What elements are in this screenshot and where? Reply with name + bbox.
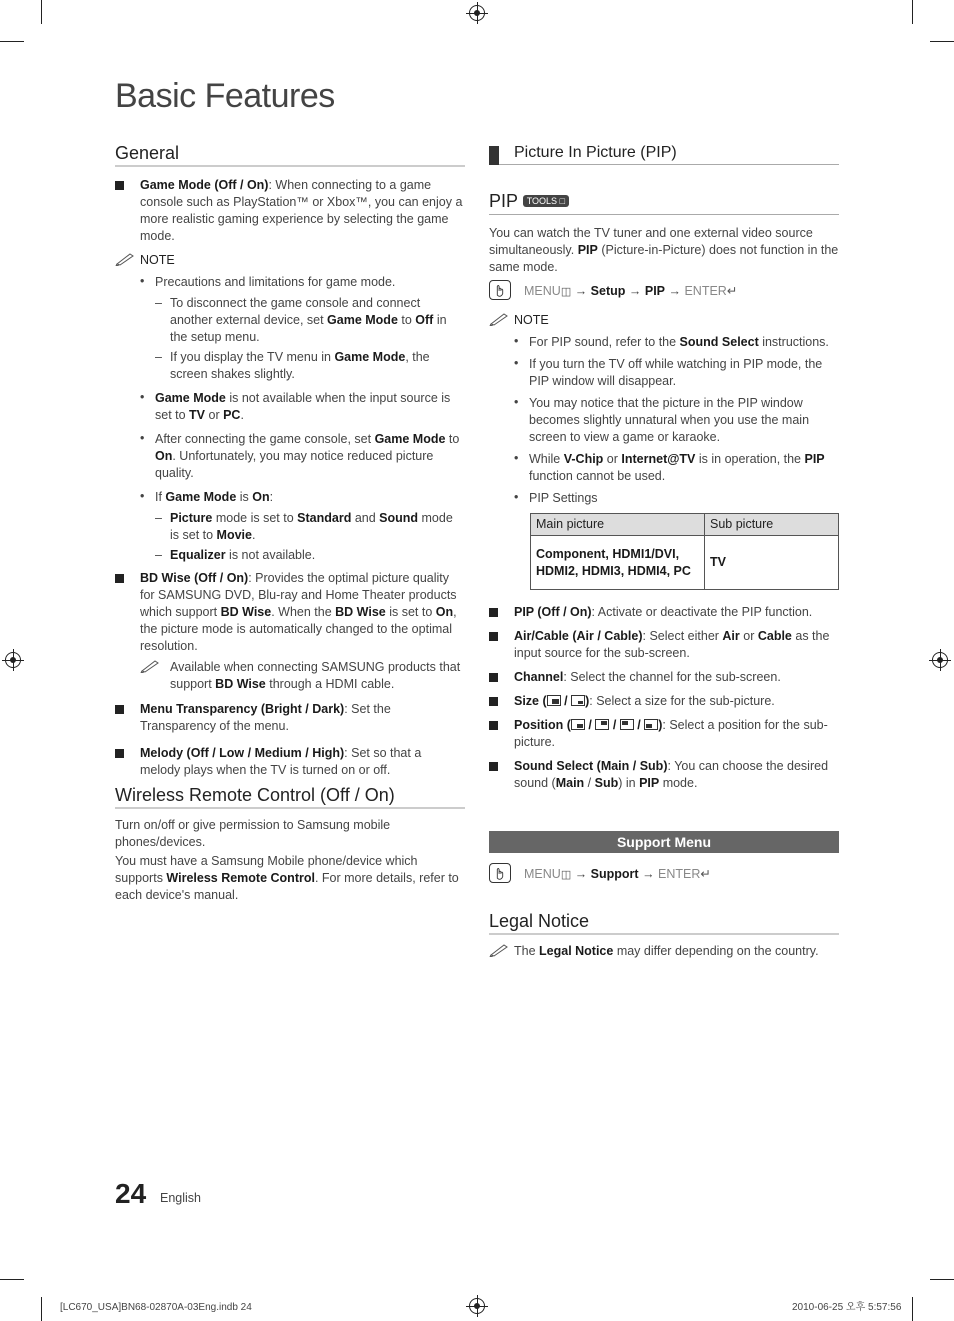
pip-section-heading: Picture In Picture (PIP) bbox=[489, 144, 839, 165]
hand-icon bbox=[489, 863, 511, 883]
position-item: Position ( / / / ): Select a position for the sub-picture. bbox=[489, 717, 839, 751]
registration-mark-icon bbox=[932, 652, 948, 668]
pencil-note-icon bbox=[115, 252, 135, 266]
wireless-heading: Wireless Remote Control (Off / On) bbox=[115, 787, 465, 809]
right-column bbox=[489, 144, 839, 799]
table-header: Sub picture bbox=[705, 514, 839, 536]
support-menu-path: MENU◫ → Support → ENTER↵ bbox=[489, 863, 839, 885]
note-bullet: • If you turn the TV off while watching in PIP mode, the PIP window will disappear. bbox=[514, 356, 839, 390]
air-cable-item: Air/Cable (Air / Cable): Select either Air or Cable as the input source for the sub-screen. bbox=[489, 628, 839, 662]
square-bullet-icon bbox=[489, 608, 498, 617]
crop-mark bbox=[0, 1279, 24, 1280]
bd-wise-note: Available when connecting SAMSUNG products that support BD Wise through a HDMI cable. bbox=[140, 659, 465, 693]
footer-language: English bbox=[160, 1191, 201, 1205]
game-mode-item: Game Mode (Off / On): When connecting to a game console such as PlayStation™ or Xbox™, you can enjoy a more realistic gaming experience by selecting the game mode. bbox=[115, 177, 465, 245]
table-cell: TV bbox=[705, 536, 839, 590]
position-bottom-left-icon bbox=[644, 719, 658, 730]
pip-menu-path: MENU◫ → Setup → PIP → ENTER↵ bbox=[489, 280, 839, 302]
square-bullet-icon bbox=[489, 697, 498, 706]
tools-badge: TOOLS □ bbox=[523, 195, 569, 207]
melody-item: Melody (Off / Low / Medium / High): Set so that a melody plays when the TV is turned on or off. bbox=[115, 745, 465, 779]
registration-mark-icon bbox=[469, 1298, 485, 1314]
support-section bbox=[489, 831, 839, 885]
legal-heading: Legal Notice bbox=[489, 913, 839, 935]
note-bullet: • If Game Mode is On: bbox=[140, 489, 465, 506]
crop-mark bbox=[41, 0, 42, 24]
hand-icon bbox=[489, 280, 511, 300]
square-bullet-icon bbox=[115, 749, 124, 758]
size-small-icon bbox=[571, 695, 585, 706]
square-bullet-icon bbox=[489, 632, 498, 641]
pencil-note-icon bbox=[140, 659, 160, 673]
menu-icon: ◫ bbox=[560, 286, 572, 298]
square-bullet-icon bbox=[115, 574, 124, 583]
note-bullet: • For PIP sound, refer to the Sound Select instructions. bbox=[514, 334, 839, 351]
sound-select-item: Sound Select (Main / Sub): You can choose the desired sound (Main / Sub) in PIP mode. bbox=[489, 758, 839, 792]
square-bullet-icon bbox=[489, 721, 498, 730]
pencil-note-icon bbox=[489, 943, 509, 957]
position-top-left-icon bbox=[620, 719, 634, 730]
note-dash: – Picture mode is set to Standard and Sound mode is set to Movie. bbox=[155, 510, 465, 544]
footer-date: 2010-06-25 오후 5:57:56 bbox=[792, 1302, 902, 1313]
note-bullet: • Precautions and limitations for game mode. bbox=[140, 274, 465, 291]
page-number: 24 bbox=[115, 1178, 147, 1209]
crop-mark bbox=[41, 1297, 42, 1321]
crop-mark bbox=[930, 41, 954, 42]
channel-item: Channel: Select the channel for the sub-screen. bbox=[489, 669, 839, 686]
support-menu-bar: Support Menu bbox=[489, 831, 839, 853]
section-marker-icon bbox=[489, 146, 499, 165]
square-bullet-icon bbox=[489, 673, 498, 682]
note-bullet: • You may notice that the picture in the PIP window becomes slightly unnatural when you use the main screen to view a game or karaoke. bbox=[514, 395, 839, 446]
wireless-paragraph: You must have a Samsung Mobile phone/device which supports Wireless Remote Control. For more details, refer to each device's manual. bbox=[115, 854, 459, 902]
wireless-section bbox=[115, 787, 465, 904]
table-header: Main picture bbox=[531, 514, 705, 536]
pip-onoff-item: PIP (Off / On): Activate or deactivate the PIP function. bbox=[489, 604, 839, 621]
size-large-icon bbox=[547, 695, 561, 706]
legal-section bbox=[489, 913, 839, 965]
legal-note: The Legal Notice may differ depending on the country. bbox=[489, 943, 839, 960]
crop-mark bbox=[912, 0, 913, 24]
enter-icon: ↵ bbox=[726, 284, 738, 298]
menu-icon: ◫ bbox=[560, 869, 572, 881]
table-row bbox=[531, 536, 839, 590]
note-bullet: • While V-Chip or Internet@TV is in operation, the PIP function cannot be used. bbox=[514, 451, 839, 485]
note-heading: NOTE bbox=[489, 312, 839, 329]
general-heading: General bbox=[115, 145, 465, 167]
pip-intro: You can watch the TV tuner and one external video source simultaneously. PIP (Picture-in-Picture) does not function in the same mode. bbox=[489, 226, 839, 274]
square-bullet-icon bbox=[115, 181, 124, 190]
note-dash: – To disconnect the game console and connect another external device, set Game Mode to Off in the setup menu. bbox=[155, 295, 465, 346]
footer-file: [LC670_USA]BN68-02870A-03Eng.indb 24 bbox=[60, 1302, 252, 1313]
note-heading: NOTE bbox=[115, 252, 465, 269]
size-item: Size ( / ): Select a size for the sub-picture. bbox=[489, 693, 839, 710]
page-title: Basic Features bbox=[115, 77, 335, 115]
note-dash: – Equalizer is not available. bbox=[155, 547, 465, 564]
wireless-paragraph: Turn on/off or give permission to Samsung mobile phones/devices. bbox=[115, 818, 391, 849]
position-top-right-icon bbox=[595, 719, 609, 730]
pencil-note-icon bbox=[489, 312, 509, 326]
note-bullet: • Game Mode is not available when the input source is set to TV or PC. bbox=[140, 390, 465, 424]
note-bullet: • PIP Settings bbox=[514, 490, 839, 507]
menu-transparency-item: Menu Transparency (Bright / Dark): Set the Transparency of the menu. bbox=[115, 701, 465, 735]
position-bottom-right-icon bbox=[571, 719, 585, 730]
pip-heading: PIP TOOLS □ bbox=[489, 193, 839, 215]
bd-wise-item: BD Wise (Off / On): Provides the optimal picture quality for SAMSUNG DVD, Blu-ray and Home Theater products which support BD Wise. When the BD Wise is set to On, the picture mode is automatically changed to the optimal resolution. bbox=[115, 570, 465, 655]
pip-settings-table bbox=[530, 513, 839, 590]
table-cell: Component, HDMI1/DVI, HDMI2, HDMI3, HDMI4, PC bbox=[531, 536, 705, 590]
enter-icon: ↵ bbox=[700, 867, 711, 881]
registration-mark-icon bbox=[5, 652, 21, 668]
crop-mark bbox=[912, 1297, 913, 1321]
crop-mark bbox=[930, 1279, 954, 1280]
note-bullet: • After connecting the game console, set Game Mode to On. Unfortunately, you may notice reduced picture quality. bbox=[140, 431, 465, 482]
note-dash: – If you display the TV menu in Game Mode, the screen shakes slightly. bbox=[155, 349, 465, 383]
square-bullet-icon bbox=[115, 705, 124, 714]
crop-mark bbox=[0, 41, 24, 42]
square-bullet-icon bbox=[489, 762, 498, 771]
left-column bbox=[115, 145, 465, 786]
registration-mark-icon bbox=[469, 5, 485, 21]
